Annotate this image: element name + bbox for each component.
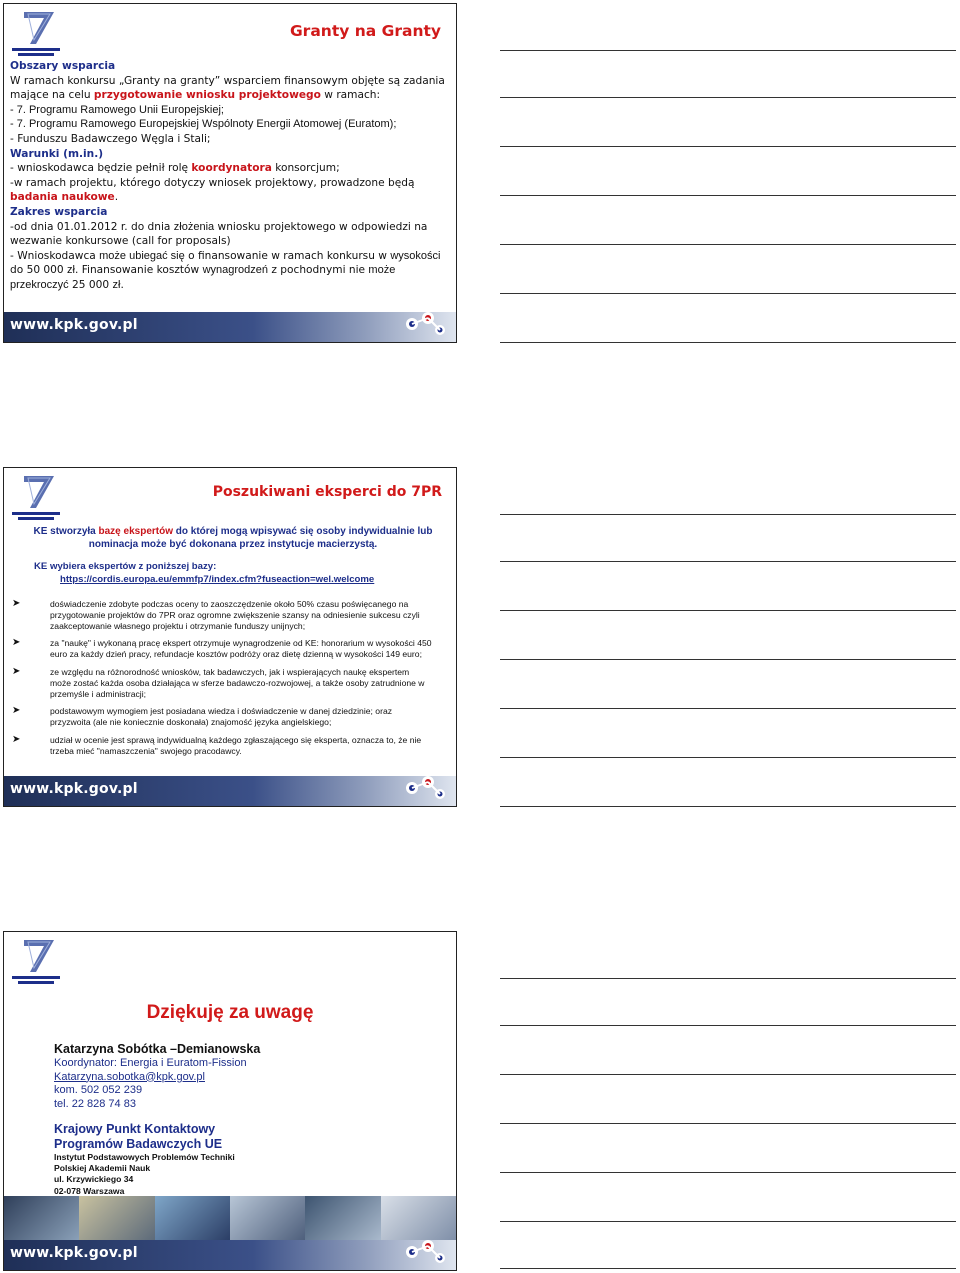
footer-url: www.kpk.gov.pl bbox=[10, 1245, 138, 1261]
kpk-molecule-icon bbox=[404, 770, 448, 807]
slide-footer bbox=[4, 1240, 456, 1270]
text: -od dnia 01.01.2012 r. do dnia bbox=[10, 220, 174, 233]
text: KE stworzyła bbox=[33, 526, 99, 537]
text: - wnioskodawca będzie pełnił rolę bbox=[10, 162, 192, 175]
note-line bbox=[500, 1074, 956, 1075]
contact-email-row bbox=[54, 1071, 434, 1085]
address-block bbox=[54, 1152, 434, 1197]
section-heading-zakres: Zakres wsparcia bbox=[10, 205, 108, 218]
list-item-text: doświadczenie zdobyte podczas oceny to zaoszczędzenie około 50% czasu poświęcanego na przygotowanie projektów do 7PR oraz ogromne zwiększenie szansy na odniesienie sukcesu czyli zaakceptowanie własnego projektu i otrzymanie funduszy unijnych; bbox=[50, 599, 420, 631]
seventh-framework-logo-icon bbox=[10, 474, 62, 522]
note-line bbox=[500, 757, 956, 758]
arrow-bullet-icon: ➤ bbox=[12, 637, 21, 649]
footer-url: www.kpk.gov.pl bbox=[10, 317, 138, 333]
text: - Wnioskodawca bbox=[10, 249, 100, 262]
note-line bbox=[500, 97, 956, 98]
text: . bbox=[114, 191, 119, 204]
photo-strip bbox=[4, 1196, 456, 1240]
text: konsorcjum; bbox=[271, 162, 340, 175]
note-line bbox=[500, 50, 956, 51]
slide-dziekuje bbox=[3, 931, 457, 1271]
list-line bbox=[10, 249, 454, 293]
slide-footer bbox=[4, 776, 456, 806]
database-link[interactable]: https://cordis.europa.eu/emmfp7/index.cfm?fuseaction=wel.welcome bbox=[60, 573, 375, 585]
note-line bbox=[500, 806, 956, 807]
highlight-red: koordynatora bbox=[191, 162, 272, 175]
text: wysokości bbox=[390, 249, 441, 262]
slide-granty-na-granty bbox=[3, 3, 457, 343]
highlight-red: przygotowanie wniosku projektowego bbox=[93, 89, 321, 102]
section-heading-obszary: Obszary wsparcia bbox=[10, 60, 116, 72]
benefits-list bbox=[12, 599, 432, 757]
contact-role: Koordynator: Energia i Euratom-Fission bbox=[54, 1057, 247, 1069]
text: zł bbox=[67, 264, 75, 277]
list-item bbox=[12, 638, 432, 660]
slide-title: Granty na Granty bbox=[289, 22, 441, 40]
list-item bbox=[12, 667, 432, 699]
org-line: Krajowy Punkt Kontaktowy bbox=[54, 1122, 216, 1136]
note-line bbox=[500, 978, 956, 979]
photo-tile bbox=[230, 1196, 305, 1240]
arrow-bullet-icon: ➤ bbox=[12, 705, 21, 717]
list-item-text: udział w ocenie jest sprawą indywidualną każdego zgłaszającego się eksperta, oznacza to, że nie trzeba mieć "namaszczenia" swojego pracodawcy. bbox=[50, 734, 422, 756]
list-item-text: podstawowym wymogiem jest posiadana wiedza i doświadczenie w danej dziedzinie; oraz przyzwoita (ale nie koniecznie doskonała) znajomość języka angielskiego; bbox=[50, 706, 393, 728]
note-line bbox=[500, 561, 956, 562]
arrow-bullet-icon: ➤ bbox=[12, 733, 21, 745]
text: w ramach: bbox=[320, 89, 381, 102]
note-line bbox=[500, 1268, 956, 1269]
note-line bbox=[500, 244, 956, 245]
slide-footer bbox=[4, 312, 456, 342]
seventh-framework-logo-icon bbox=[10, 10, 62, 58]
address-line: Polskiej Akademii Nauk bbox=[54, 1163, 151, 1174]
arrow-bullet-icon: ➤ bbox=[12, 665, 21, 677]
contact-block bbox=[54, 1042, 434, 1197]
text: wniosku projektowego w odpowiedzi na wezwanie konkursowe (call for proposals) bbox=[10, 220, 428, 248]
text: może ubiegać się bbox=[99, 249, 185, 262]
address-line: ul. Krzywickiego 34 bbox=[54, 1174, 134, 1185]
text: . Finansowanie kosztów bbox=[74, 264, 203, 277]
text: . bbox=[120, 278, 124, 291]
expert-database-block bbox=[34, 561, 434, 586]
photo-tile bbox=[79, 1196, 154, 1240]
contact-phone: tel. 22 828 74 83 bbox=[54, 1097, 136, 1110]
list-item-text: ze względu na różnorodność wniosków, tak badawczych, jak i wspierających naukę ekspertem może zostać każda osoba działająca w sferze badawczo-rozwojowej, a także osoby zatrudnione w przemyśle i administracji; bbox=[50, 666, 425, 699]
fp7-logo bbox=[10, 474, 62, 522]
kpk-molecule-icon bbox=[404, 1234, 448, 1271]
note-line bbox=[500, 708, 956, 709]
contact-email-link[interactable]: Katarzyna.sobotka@kpk.gov.pl bbox=[54, 1070, 205, 1083]
note-line bbox=[500, 1221, 956, 1222]
paragraph-intro bbox=[10, 74, 454, 103]
note-line bbox=[500, 1123, 956, 1124]
footer-url: www.kpk.gov.pl bbox=[10, 781, 138, 797]
address-line: Instytut Podstawowych Problemów Techniki bbox=[54, 1152, 235, 1162]
note-line bbox=[500, 342, 956, 343]
intro-text bbox=[28, 526, 438, 551]
note-line bbox=[500, 1172, 956, 1173]
text: zł bbox=[112, 278, 121, 291]
text: może przekroczyć bbox=[10, 264, 396, 291]
text: 25 000 bbox=[68, 278, 113, 291]
note-line bbox=[500, 514, 956, 515]
text: o finansowanie w ramach konkursu w bbox=[184, 249, 391, 262]
note-line bbox=[500, 1025, 956, 1026]
slide-title: Poszukiwani eksperci do 7PR bbox=[212, 484, 442, 500]
org-name bbox=[54, 1122, 434, 1152]
arrow-bullet-icon: ➤ bbox=[12, 598, 21, 609]
list-line bbox=[10, 176, 454, 205]
note-line bbox=[500, 659, 956, 660]
list-line: - 7. Programu Ramowego Unii Europejskiej; bbox=[10, 103, 224, 116]
database-label: KE wybiera ekspertów z poniższej bazy: bbox=[34, 561, 217, 572]
list-item-text: za "naukę" i wykonaną pracę ekspert otrzymuje wynagrodzenie od KE: honorarium w wysokości 450 euro za każdy dzień pracy, refundacje kosztów podróży oraz dietę dzienną w wysokości 149 euro; bbox=[50, 638, 432, 660]
text: -w ramach projektu, którego dotyczy wniosek projektowy, prowadzone będą bbox=[10, 176, 415, 189]
text: złożenia bbox=[173, 220, 215, 233]
slide-poszukiwani-eksperci bbox=[3, 467, 457, 807]
note-line bbox=[500, 195, 956, 196]
text: z pochodnymi nie bbox=[268, 264, 369, 277]
photo-tile bbox=[305, 1196, 380, 1240]
text: do której mogą wpisywać się osoby indywidualnie lub nominacja może być dokonana przez instytucje macierzystą. bbox=[88, 526, 433, 550]
photo-tile bbox=[4, 1196, 79, 1240]
list-line: - Funduszu Badawczego Węgla i Stali; bbox=[10, 132, 211, 145]
text: wynagrodzeń bbox=[202, 264, 269, 277]
contact-mobile: kom. 502 052 239 bbox=[54, 1084, 143, 1096]
list-item bbox=[12, 706, 432, 728]
list-line: - 7. Programu Ramowego Europejskiej Wspólnoty Energii Atomowej (Euratom); bbox=[10, 118, 397, 131]
thanks-heading: Dziękuję za uwagę bbox=[146, 1002, 314, 1023]
text: do 50 000 bbox=[10, 264, 68, 277]
note-line bbox=[500, 293, 956, 294]
fp7-logo bbox=[10, 10, 62, 58]
note-line bbox=[500, 146, 956, 147]
highlight-red: bazę ekspertów bbox=[98, 526, 173, 537]
list-item bbox=[12, 735, 432, 757]
address-line: 02-078 Warszawa bbox=[54, 1185, 125, 1196]
org-line: Programów Badawczych UE bbox=[54, 1137, 223, 1151]
list-line bbox=[10, 220, 454, 249]
highlight-red: badania naukowe bbox=[10, 191, 115, 204]
section-heading-warunki: Warunki (m.in.) bbox=[10, 147, 104, 160]
kpk-molecule-icon bbox=[404, 306, 448, 343]
list-item bbox=[12, 599, 432, 631]
fp7-logo bbox=[10, 938, 62, 986]
photo-tile bbox=[155, 1196, 230, 1240]
slide-body bbox=[10, 59, 454, 293]
seventh-framework-logo-icon bbox=[10, 938, 62, 986]
list-line bbox=[10, 161, 454, 176]
text: W ramach konkursu „Granty na granty” wsparciem finansowym objęte są zadania mające na celu bbox=[10, 74, 445, 102]
contact-name: Katarzyna Sobótka –Demianowska bbox=[54, 1042, 261, 1056]
note-line bbox=[500, 610, 956, 611]
